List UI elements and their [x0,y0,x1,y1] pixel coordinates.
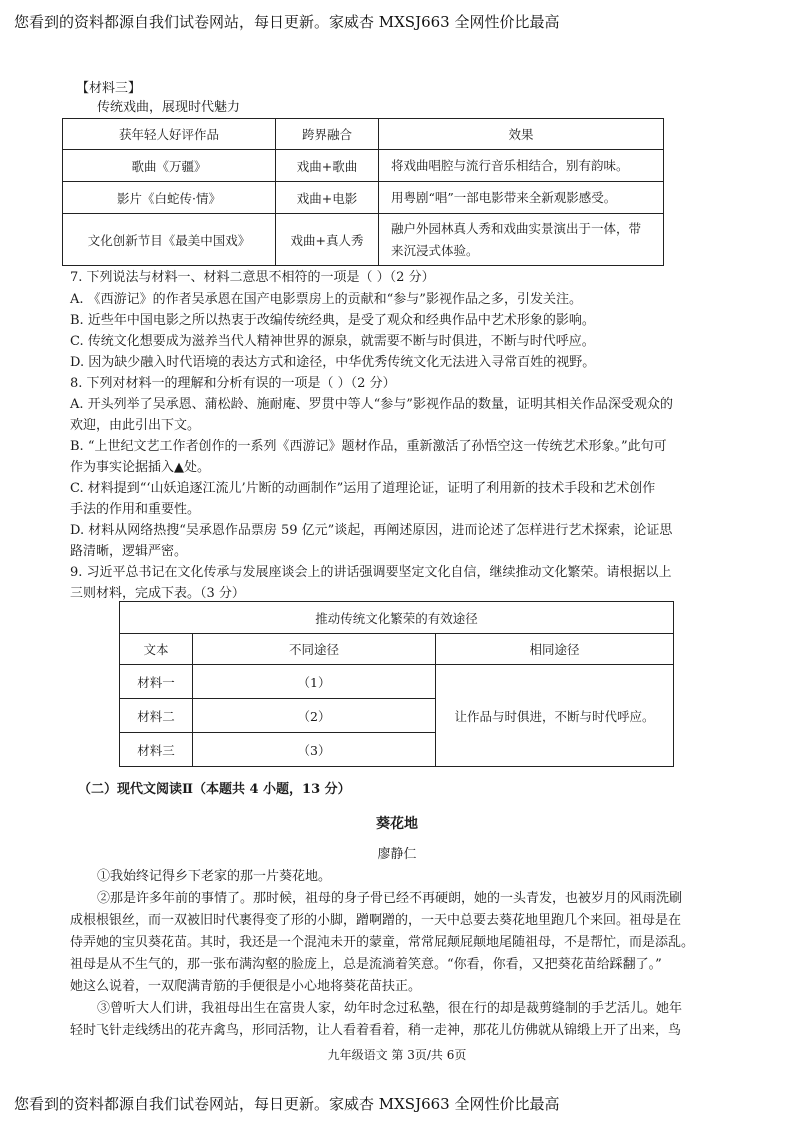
q9-line: 9. 习近平总书记在文化传承与发展座谈会上的讲话强调要坚定文化自信，继续推动文化繁荣。请根据以上 [70,565,672,580]
q8-line: D. 材料从网络热搜“吴承恩作品票房 59 亿元”谈起，再阐述原因，进而论述了怎样进行艺术探索，论证思 [70,523,673,538]
table-title: 推动传统文化繁荣的有效途径 [120,602,674,634]
article-line: ①我始终记得乡下老家的那一片葵花地。 [97,869,332,884]
table-cell: 材料二 [120,699,193,733]
answer-blank: （3） [193,733,436,767]
article-author: 廖静仁 [377,847,417,862]
article-line: 轻时飞针走线绣出的花卉禽鸟，形同活物，让人看着看着，稍一走神，那花儿仿佛就从锦缎上开了出来，鸟 [70,1023,682,1038]
top-banner: 您看到的资料都源自我们试卷网站，每日更新。家威杏 MXSJ663 全网性价比最高 [14,13,560,31]
q8-stem: 8. 下列对材料一的理解和分析有误的一项是（ ）（2 分） [70,376,396,391]
article-line: 她这么说着，一双爬满青筋的手便很是小心地将葵花苗扶正。 [70,979,422,994]
table-header-cell: 文本 [120,634,193,665]
answer-blank: （1） [193,665,436,699]
table-row [63,214,664,266]
table-header-cell: 获年轻人好评作品 [63,119,276,150]
table-cell [379,214,664,266]
article-title: 葵花地 [376,816,418,832]
table-cell: 戏曲+真人秀 [276,214,379,266]
section-heading: （二）现代文阅读Ⅱ（本题共 4 小题，13 分） [78,782,351,797]
table-cell: 文化创新节目《最美中国戏》 [63,214,276,266]
q8-line: C. 材料提到“‘山妖追逐江流儿’片断的动画制作”运用了道理论证，证明了利用新的技术手段和艺术创作 [70,481,656,496]
q7-option: C. 传统文化想要成为滋养当代人精神世界的源泉，就需要不断与时俱进，不断与时代呼应。 [70,334,595,349]
q8-line: 手法的作用和重要性。 [70,502,201,517]
common-path-cell: 让作品与时俱进，不断与时代呼应。 [436,665,674,767]
table-title-row [120,602,674,634]
q7-stem: 7. 下列说法与材料一、材料二意思不相符的一项是（ ）（2 分） [70,270,435,285]
table-row [63,182,664,214]
table-header-cell: 不同途径 [193,634,436,665]
table-header-row [63,119,664,150]
table-cell: 用粤剧“唱”一部电影带来全新观影感受。 [379,182,664,214]
table-cell: 戏曲+电影 [276,182,379,214]
article-line: 成根根银丝，而一双被旧时代裹得变了形的小脚，蹭啊蹭的，一天中总要去葵花地里跑几个来回。祖母是在 [70,913,682,928]
table-cell: 戏曲+歌曲 [276,150,379,182]
table-cell: 材料一 [120,665,193,699]
table-header-cell: 相同途径 [436,634,674,665]
answer-blank: （2） [193,699,436,733]
article-line: ③曾听大人们讲，我祖母出生在富贵人家，幼年时念过私塾，很在行的却是裁剪缝制的手艺活儿。她年 [97,1001,683,1016]
table-row [63,150,664,182]
table-header-row [120,634,674,665]
q8-line: 作为事实论据插入▲处。 [70,460,210,475]
article-line: 祖母是从不生气的，那一张布满沟壑的脸庞上，总是流淌着笑意。“你看，你看，又把葵花苗给踩翻了。” [70,957,662,972]
article-line: ②那是许多年前的事情了。那时候，祖母的身子骨已经不再硬朗，她的一头青发，也被岁月的风雨洗刷 [97,891,683,906]
table-cell: 将戏曲唱腔与流行音乐相结合，别有韵味。 [379,150,664,182]
q9-line: 三则材料，完成下表。（3 分） [70,586,245,601]
page-footer: 九年级语文 第 3页/共 6页 [327,1048,467,1062]
table-cell: 歌曲《万疆》 [63,150,276,182]
q8-line: 欢迎，由此引出下文。 [70,418,201,433]
material3-table [62,118,664,266]
article-line: 侍弄她的宝贝葵花苗。其时，我还是一个混沌未开的蒙童，常常屁颠屁颠地尾随祖母，不是帮忙，而是添乱。 [70,935,695,950]
effect-line: 来沉浸式体验。 [391,242,479,258]
table-row [120,665,674,699]
q7-option: B. 近些年中国电影之所以热衷于改编传统经典，是受了观众和经典作品中艺术形象的影响。 [70,313,595,328]
material3-caption: 传统戏曲，展现时代魅力 [97,100,241,115]
q9-table [119,601,674,767]
q7-option: A. 《西游记》的作者吴承恩在国产电影票房上的贡献和“参与”影视作品之多，引发关注。 [70,292,582,307]
q7-option: D. 因为缺少融入时代语境的表达方式和途径，中华优秀传统文化无法进入寻常百姓的视野。 [70,355,596,370]
q8-line: B. “上世纪文艺工作者创作的一系列《西游记》题材作品，重新激活了孙悟空这一传统艺术形象。”此句可 [70,439,667,454]
table-header-cell: 效果 [379,119,664,150]
bottom-banner: 您看到的资料都源自我们试卷网站，每日更新。家威杏 MXSJ663 全网性价比最高 [14,1095,560,1113]
material3-label: 【材料三】 [76,81,142,96]
table-cell: 材料三 [120,733,193,767]
table-header-cell: 跨界融合 [276,119,379,150]
table-cell: 影片《白蛇传·情》 [63,182,276,214]
q8-line: 路清晰，逻辑严密。 [70,544,188,559]
effect-line: 融户外园林真人秀和戏曲实景演出于一体，带 [391,220,642,236]
q8-line: A. 开头列举了吴承恩、蒲松龄、施耐庵、罗贯中等人“参与”影视作品的数量，证明其相关作品深受观众的 [70,397,673,412]
